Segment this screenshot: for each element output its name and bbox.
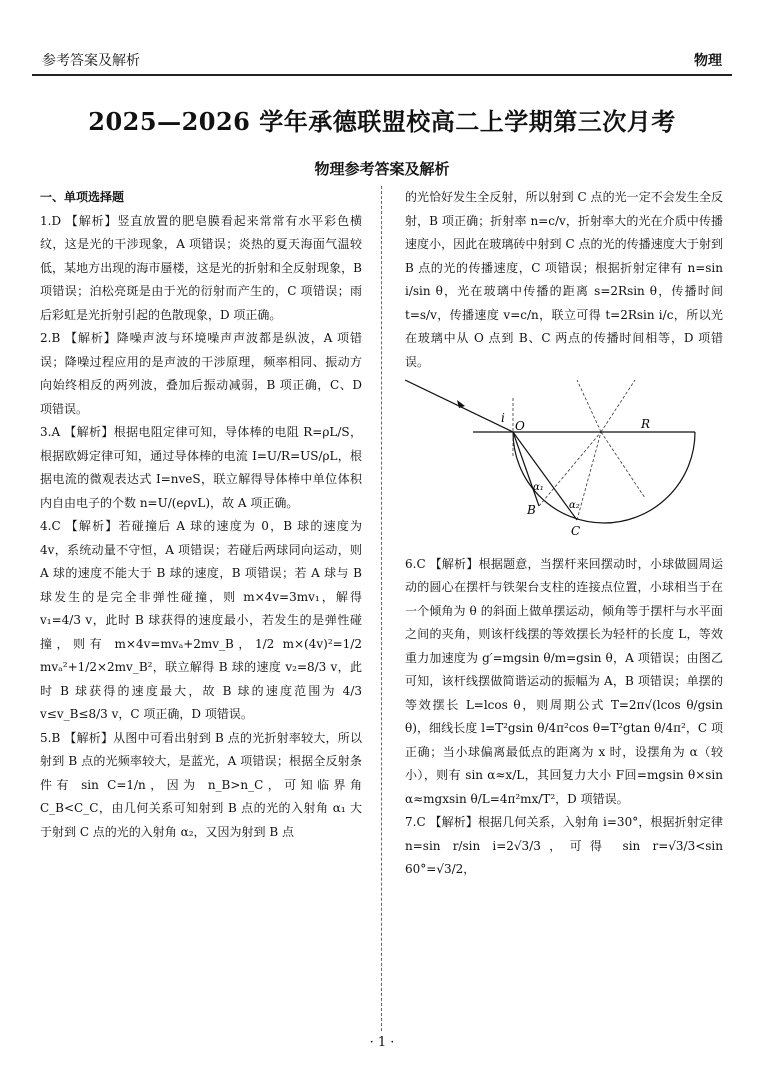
header-left-text: 参考答案及解析 — [42, 53, 140, 69]
label-R: R — [641, 417, 651, 431]
dashed-line-C — [577, 432, 601, 520]
dashed-line-B — [539, 432, 601, 506]
answer-item-7: 7.C 【解析】根据几何关系，入射角 i=30°，根据折射定律 n=sin r/sin i=2√3/3，可得 sin r=√3/3<sin 60°=√3/2， — [405, 815, 723, 876]
section-heading: 一、单项选择题 — [40, 190, 125, 204]
label-alpha2: α₂ — [569, 500, 580, 511]
ray-to-B — [513, 432, 539, 506]
page-number: · 1 · — [369, 1035, 395, 1050]
dashed-line-up-2 — [577, 380, 601, 432]
answer-item-5-continued: 的光恰好发生全反射，所以射到 C 点的光一定不会发生全反射，B 项正确；折射率 n=c/v，折射率大的光在介质中传播速度小，因此在玻璃砖中射到 C 点的光的传播速度大于射到 B 点的光的传播速度，C 项错误；根据折射定律有 n=sin i/sin θ，光在玻璃中传播的距离 s=2Rsin θ，传播时间 t=s/v，传播速度 v=c/n，联立可得 t=2Rsin i/c，所以光在玻璃中从 O 点到 B、C 两点的传播时间相等，D 项错误。 — [405, 190, 723, 369]
page-header — [32, 44, 732, 76]
dashed-line-up-1 — [601, 380, 635, 432]
label-alpha1: α₁ — [533, 482, 544, 493]
answer-item-3: 3.A 【解析】根据电阻定律可知，导体棒的电阻 R=ρL/S，根据欧姆定律可知，通过导体棒的电流 I=U/R=US/ρL，根据电流的微观表达式 I=nveS，联立解得导体棒中单位体积内自由电子的个数 n=U/(eρvL)，故 A 项正确。 — [40, 425, 362, 510]
ray-to-C — [513, 432, 577, 520]
answer-item-1: 1.D 【解析】竖直放置的肥皂膜看起来常常有水平彩色横纹，这是光的干涉现象，A 项错误；炎热的夏天海面气温较低，某地方出现的海市蜃楼，这是光的折射和全反射现象，B 项错误；泊松亮斑是由于光的衍射而产生的，C 项错误；雨后彩虹是光折射引起的色散现象，D 项正确。 — [40, 213, 362, 322]
column-divider — [381, 186, 382, 1031]
label-O: O — [515, 419, 525, 433]
answer-item-4: 4.C 【解析】若碰撞后 A 球的速度为 0，B 球的速度为 4v，系统动量不守恒，A 项错误；若碰后两球同向运动，则 A 球的速度不能大于 B 球的速度，B 项错误；若 A 球与 B 球发生的是完全非弹性碰撞，则 m×4v=3mv₁，解得 v₁=4/3 v，此时 B 球获得的速度最小，若发生的是弹性碰撞，则有 m×4v=mvₐ+2mv_B，1/2 m×(4v)²=1/2 mvₐ²+1/2×2mv_B²，联立解得 B 球的速度 v₂=8/3 v，此时 B 球获得的速度最大，故 B 球的速度范围为 4/3 v≤v_B≤8/3 v，C 项正确，D 项错误。 — [40, 519, 362, 721]
answer-item-5: 5.B 【解析】从图中可看出射到 B 点的光折射率较大，所以射到 B 点的光频率较大，是蓝光，A 项错误；根据全反射条件有 sin C=1/n，因为 n_B>n_C，可知临界角 C_B<C_C，由几何关系可知射到 B 点的光的入射角 α₁ 大于射到 C 点的光的入射角 α₂，又因为射到 B 点 — [40, 730, 362, 839]
optics-figure — [405, 378, 723, 547]
label-C: C — [571, 524, 581, 538]
answer-item-2: 2.B 【解析】降噪声波与环境噪声声波都是纵波，A 项错误；降噪过程应用的是声波的干涉原理，频率相同、振动方向始终相反的两列波，叠加后振动减弱，B 项正确，C、D 项错误。 — [40, 331, 362, 416]
semicircle-arc — [513, 432, 695, 523]
label-i: i — [501, 411, 505, 425]
label-B: B — [527, 503, 536, 517]
dashed-line-down — [601, 432, 645, 498]
semicircle-glass-diagram — [405, 378, 723, 538]
incident-arrow — [457, 400, 465, 408]
right-column — [405, 186, 723, 882]
document-subtitle: 物理参考答案及解析 — [314, 160, 450, 178]
document-title: 2025—2026 学年承德联盟校高二上学期第三次月考 — [88, 107, 676, 136]
answer-item-6: 6.C 【解析】根据题意，当摆杆来回摆动时，小球做圆周运动的圆心在摆杆与铁架台支柱的连接点位置，小球相当于在一个倾角为 θ 的斜面上做单摆运动，倾角等于摆杆与水平面之间的夹角，则该杆线摆的等效摆长为轻杆的长度 L，等效重力加速度为 g′=mgsin θ/m=gsin θ，A 项错误；由图乙可知，该杆线摆做简谐运动的振幅为 A，B 项错误；单摆的等效摆长 L=lcos θ，则周期公式 T=2π√(lcos θ/gsin θ)，细线长度 l=T²gsin θ/4π²cos θ=T²gtan θ/4π²，C 项正确；当小球偏离最低点的距离为 x 时，设摆角为 α（较小），则有 sin α≈x/L，其回复力大小 F回=mgsin θ×sin α≈mgxsin θ/L=4π²mx/T²，D 项错误。 — [405, 556, 723, 806]
header-subject: 物理 — [694, 53, 722, 69]
left-column — [40, 186, 362, 844]
